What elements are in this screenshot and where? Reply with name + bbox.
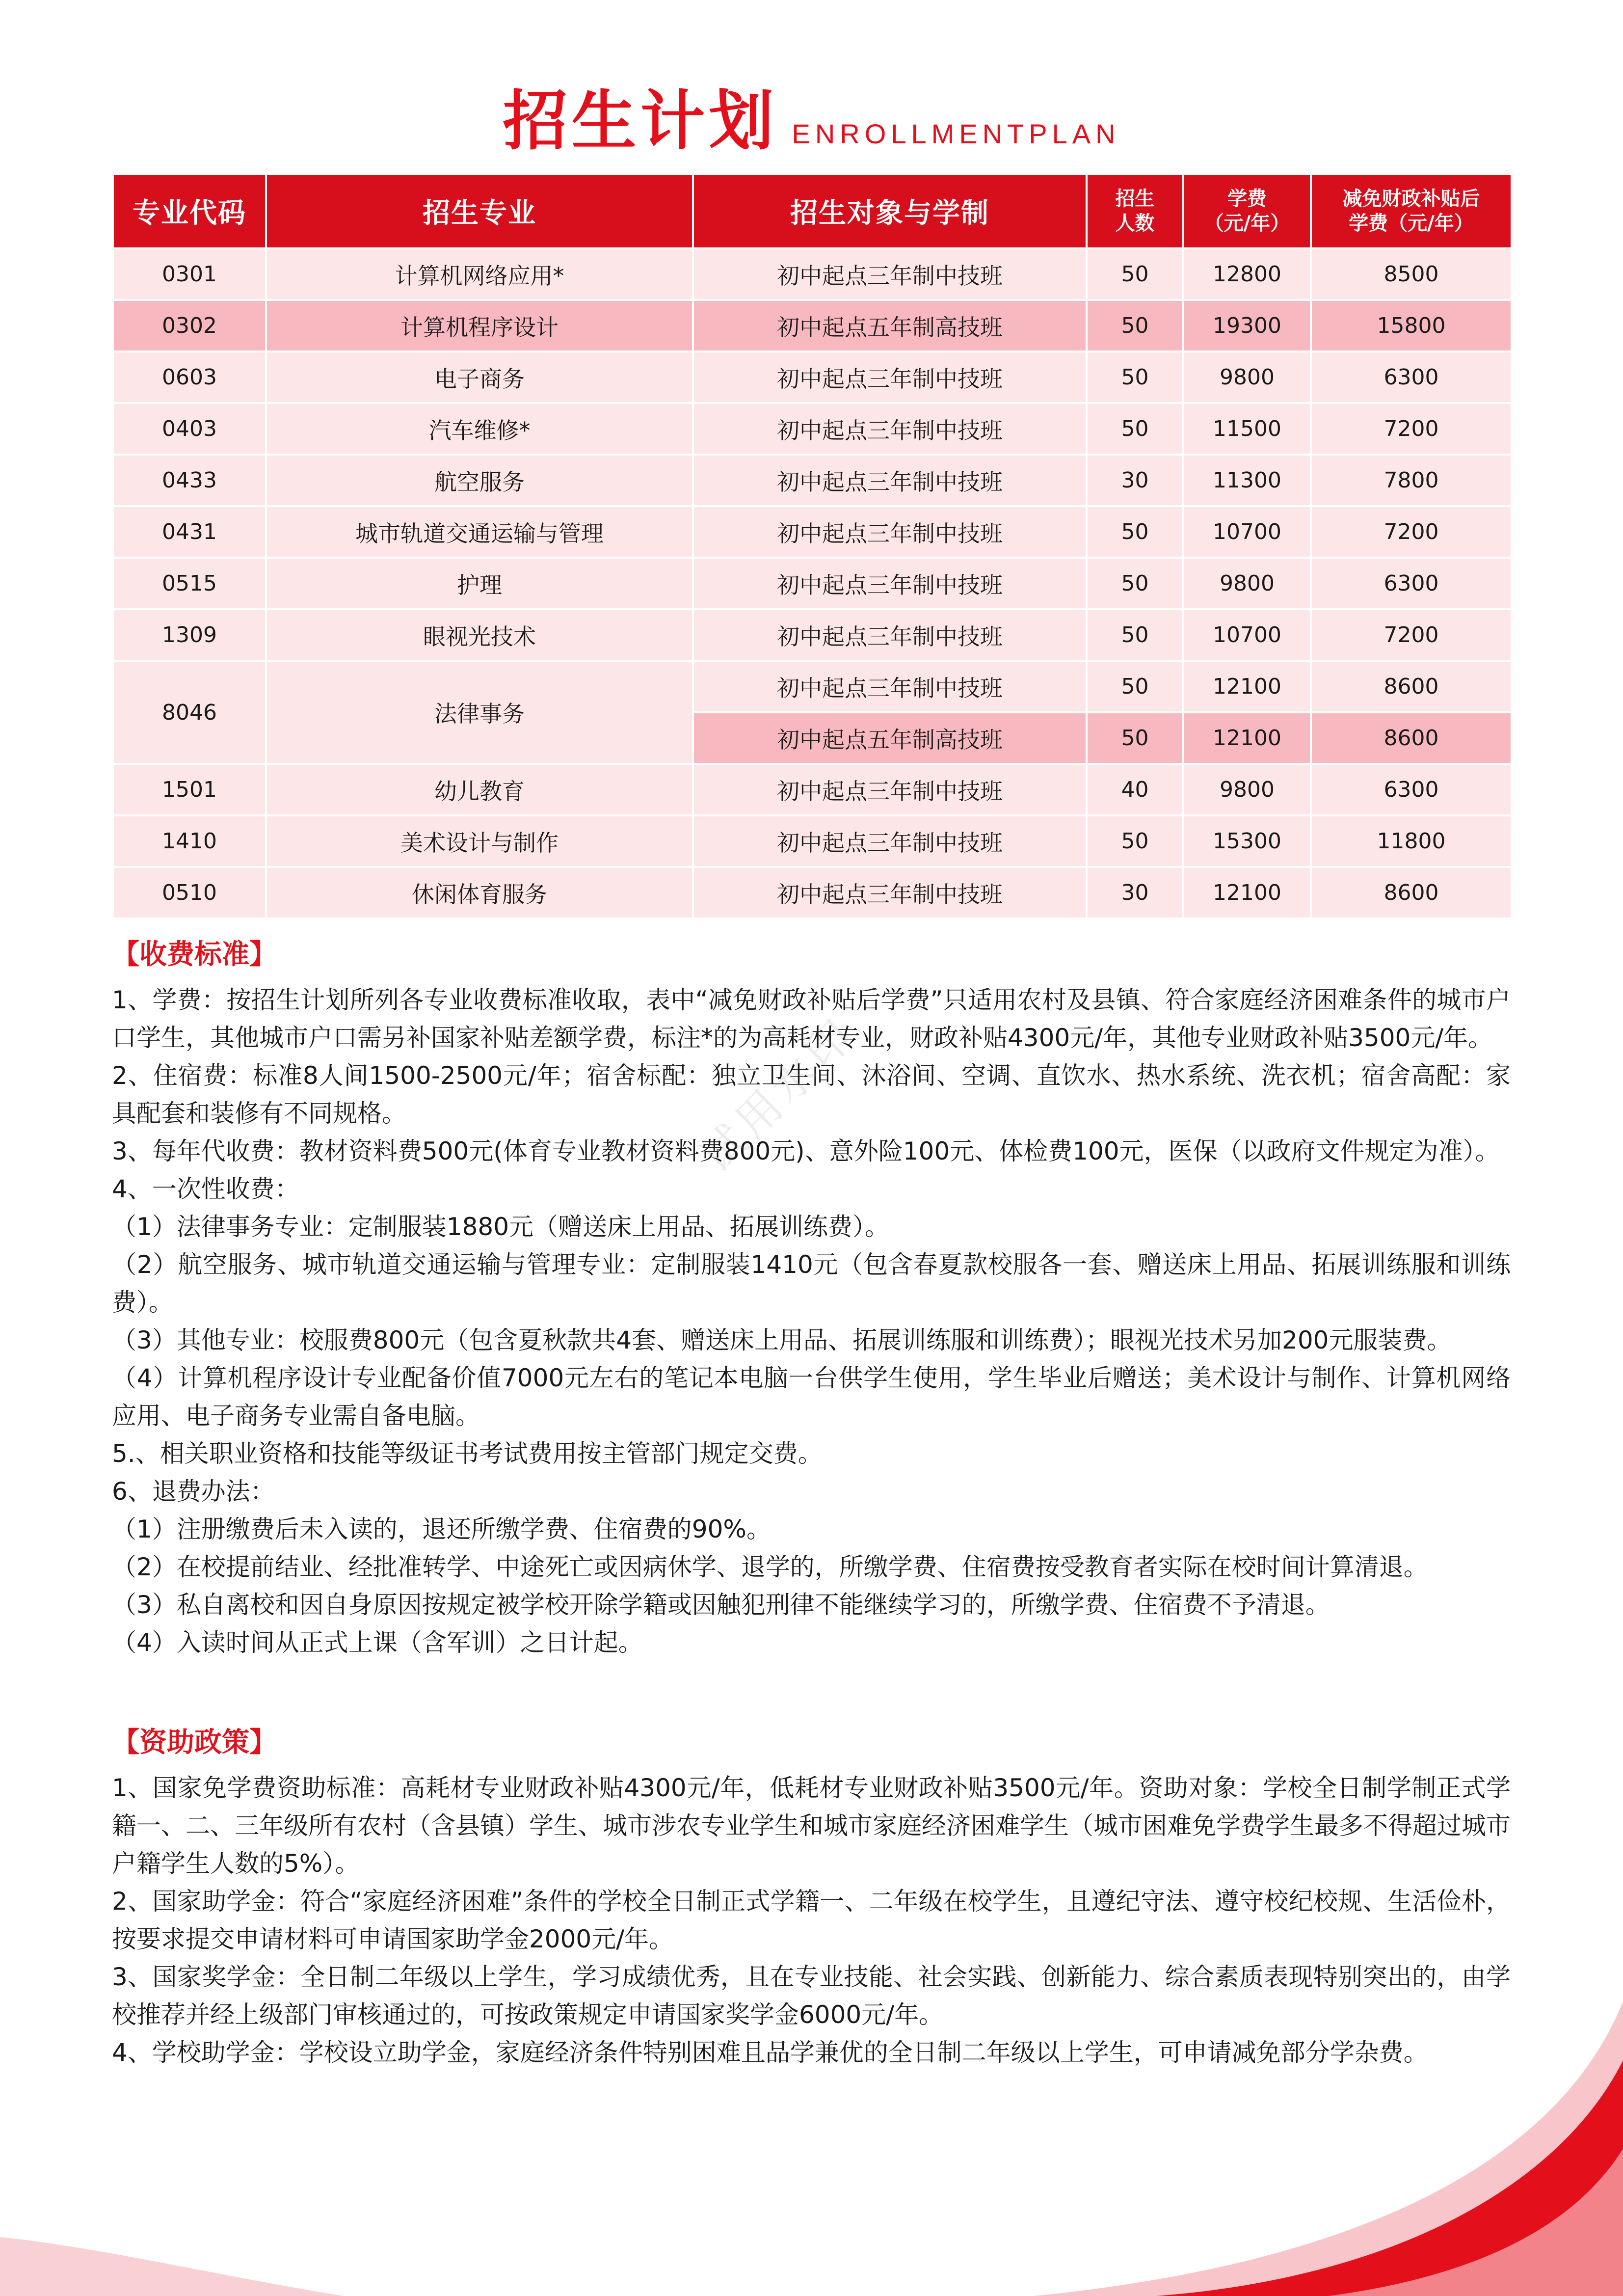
cell-fee: 9800 [1183,764,1311,815]
bottom-right-wave-decoration [1034,2001,1623,2296]
cell-reduced: 11800 [1311,815,1512,867]
table-header-row [113,174,1512,248]
cell-major: 休闲体育服务 [266,867,693,918]
header-major: 招生专业 [266,174,693,248]
watermark-text: 试用水印 [691,1007,866,1183]
cell-code: 1410 [113,815,266,867]
table-row [113,764,1512,815]
cell-fee: 19300 [1183,300,1311,351]
cell-reduced: 6300 [1311,764,1512,815]
table-row [113,248,1512,300]
cell-major: 美术设计与制作 [266,815,693,867]
cell-code: 0403 [113,403,266,455]
table-row [113,867,1512,918]
cell-fee: 9800 [1183,558,1311,609]
cell-reduced: 8600 [1311,867,1512,918]
fee-item: 5.、相关职业资格和技能等级证书考试费用按主管部门规定交费。 [112,1439,823,1468]
cell-target: 初中起点三年制中技班 [693,661,1087,712]
cell-count: 50 [1087,403,1183,455]
cell-fee: 10700 [1183,609,1311,661]
cell-target: 初中起点三年制中技班 [693,558,1087,609]
cell-reduced: 7800 [1311,455,1512,506]
table-row [113,815,1512,867]
cell-count: 40 [1087,764,1183,815]
cell-major: 眼视光技术 [266,609,693,661]
fee-item: 4、一次性收费： [112,1175,299,1203]
cell-fee: 11300 [1183,455,1311,506]
aid-item: 1、国家免学费资助标准：高耗材专业财政补贴4300元/年，低耗材专业财政补贴3500元/年。资助对象：学校全日制学制正式学籍一、二、三年级所有农村（含县镇）学生、城市涉农专业学生和城市家庭经济困难学生（城市困难免学费学生最多不得超过城市户籍学生人数的5%）。 [112,1774,1511,1878]
cell-code: 0603 [113,351,266,403]
cell-code: 0301 [113,248,266,300]
table-row [113,661,1512,712]
cell-count: 50 [1087,712,1183,764]
cell-code: 8046 [113,661,266,764]
header-fee: 学费 （元/年） [1183,174,1311,248]
cell-major: 计算机程序设计 [266,300,693,351]
cell-count: 50 [1087,558,1183,609]
fee-item: （3）私自离校和因自身原因按规定被学校开除学籍或因触犯刑律不能继续学习的，所缴学费、住宿费不予清退。 [112,1591,1330,1619]
cell-code: 0510 [113,867,266,918]
cell-reduced: 7200 [1311,403,1512,455]
bottom-left-wave-decoration [0,2217,344,2296]
cell-fee: 9800 [1183,351,1311,403]
title-chinese: 招生计划 [503,83,778,159]
cell-count: 50 [1087,300,1183,351]
cell-count: 50 [1087,815,1183,867]
table-row [113,609,1512,661]
cell-target: 初中起点三年制中技班 [693,506,1087,558]
cell-fee: 12100 [1183,712,1311,764]
cell-code: 0302 [113,300,266,351]
cell-target: 初中起点三年制中技班 [693,351,1087,403]
cell-count: 50 [1087,248,1183,300]
fee-item: 6、退费办法： [112,1477,275,1506]
table-row [113,455,1512,506]
title-english: ENROLLMENTPLAN [792,118,1120,149]
cell-target: 初中起点五年制高技班 [693,712,1087,764]
cell-count: 50 [1087,661,1183,712]
cell-fee: 12800 [1183,248,1311,300]
cell-fee: 11500 [1183,403,1311,455]
cell-reduced: 7200 [1311,506,1512,558]
cell-count: 50 [1087,609,1183,661]
cell-major: 护理 [266,558,693,609]
table-row [113,506,1512,558]
fee-item: （2）航空服务、城市轨道交通运输与管理专业：定制服装1410元（包含春夏款校服各一套、赠送床上用品、拓展训练服和训练费）。 [112,1250,1511,1317]
table-row [113,558,1512,609]
aid-item: 2、国家助学金：符合“家庭经济困难”条件的学校全日制正式学籍一、二年级在校学生，且遵纪守法、遵守校纪校规、生活俭朴，按要求提交申请材料可申请国家助学金2000元/年。 [112,1887,1511,1953]
aid-item: 4、学校助学金：学校设立助学金，家庭经济条件特别困难且品学兼优的全日制二年级以上学生，可申请减免部分学杂费。 [112,2038,1428,2067]
header-reduced-fee: 减免财政补贴后 学费（元/年） [1311,174,1512,248]
cell-target: 初中起点三年制中技班 [693,764,1087,815]
cell-code: 1309 [113,609,266,661]
cell-reduced: 15800 [1311,300,1512,351]
cell-reduced: 8600 [1311,661,1512,712]
cell-code: 0433 [113,455,266,506]
cell-major: 电子商务 [266,351,693,403]
cell-target: 初中起点三年制中技班 [693,403,1087,455]
cell-reduced: 6300 [1311,351,1512,403]
cell-major: 航空服务 [266,455,693,506]
fee-item: 3、每年代收费：教材资料费500元(体育专业教材资料费800元)、意外险100元、体检费100元，医保（以政府文件规定为准）。 [112,1137,1500,1165]
cell-count: 30 [1087,867,1183,918]
fee-item: 2、住宿费：标准8人间1500-2500元/年；宿舍标配：独立卫生间、沐浴间、空调、直饮水、热水系统、洗衣机；宿舍高配：家具配套和装修有不同规格。 [112,1061,1511,1128]
cell-target: 初中起点三年制中技班 [693,867,1087,918]
fee-item: （4）入读时间从正式上课（含军训）之日计起。 [112,1628,643,1657]
fee-standards-heading: 【收费标准】 [112,939,277,971]
table-row [113,351,1512,403]
cell-fee: 12100 [1183,661,1311,712]
cell-target: 初中起点三年制中技班 [693,609,1087,661]
cell-reduced: 8500 [1311,248,1512,300]
header-code: 专业代码 [113,174,266,248]
fee-item: （2）在校提前结业、经批准转学、中途死亡或因病休学、退学的，所缴学费、住宿费按受教育者实际在校时间计算清退。 [112,1553,1428,1581]
cell-major: 法律事务 [266,661,693,764]
table-row [113,300,1512,351]
cell-reduced: 7200 [1311,609,1512,661]
cell-count: 50 [1087,351,1183,403]
cell-code: 1501 [113,764,266,815]
cell-fee: 10700 [1183,506,1311,558]
page-title [0,69,1623,162]
fee-item: （1）法律事务专业：定制服装1880元（赠送床上用品、拓展训练费）。 [112,1213,890,1241]
cell-count: 30 [1087,455,1183,506]
cell-major: 汽车维修* [266,403,693,455]
table-row [113,403,1512,455]
enrollment-table [112,173,1513,919]
cell-major: 幼儿教育 [266,764,693,815]
cell-fee: 15300 [1183,815,1311,867]
cell-target: 初中起点三年制中技班 [693,248,1087,300]
aid-policy-heading: 【资助政策】 [112,1727,277,1758]
cell-target: 初中起点三年制中技班 [693,455,1087,506]
cell-major: 城市轨道交通运输与管理 [266,506,693,558]
cell-code: 0515 [113,558,266,609]
fee-item: （4）计算机程序设计专业配备价值7000元左右的笔记本电脑一台供学生使用，学生毕业后赠送；美术设计与制作、计算机网络应用、电子商务专业需自备电脑。 [112,1364,1511,1430]
cell-code: 0431 [113,506,266,558]
cell-count: 50 [1087,506,1183,558]
header-count: 招生 人数 [1087,174,1183,248]
fee-item: 1、学费：按招生计划所列各专业收费标准收取，表中“减免财政补贴后学费”只适用农村及县镇、符合家庭经济困难条件的城市户口学生，其他城市户口需另补国家补贴差额学费，标注*的为高耗材专业，财政补贴4300元/年，其他专业财政补贴3500元/年。 [112,986,1511,1052]
cell-major: 计算机网络应用* [266,248,693,300]
cell-target: 初中起点三年制中技班 [693,815,1087,867]
cell-target: 初中起点五年制高技班 [693,300,1087,351]
cell-reduced: 6300 [1311,558,1512,609]
fee-item: （3）其他专业：校服费800元（包含夏秋款共4套、赠送床上用品、拓展训练服和训练费）；眼视光技术另加200元服装费。 [112,1326,1452,1354]
header-target: 招生对象与学制 [693,174,1087,248]
cell-fee: 12100 [1183,867,1311,918]
fee-item: （1）注册缴费后未入读的，退还所缴学费、住宿费的90%。 [112,1515,771,1543]
cell-reduced: 8600 [1311,712,1512,764]
aid-item: 3、国家奖学金：全日制二年级以上学生，学习成绩优秀，且在专业技能、社会实践、创新能力、综合素质表现特别突出的，由学校推荐并经上级部门审核通过的，可按政策规定申请国家奖学金6000元/年。 [112,1963,1511,2029]
